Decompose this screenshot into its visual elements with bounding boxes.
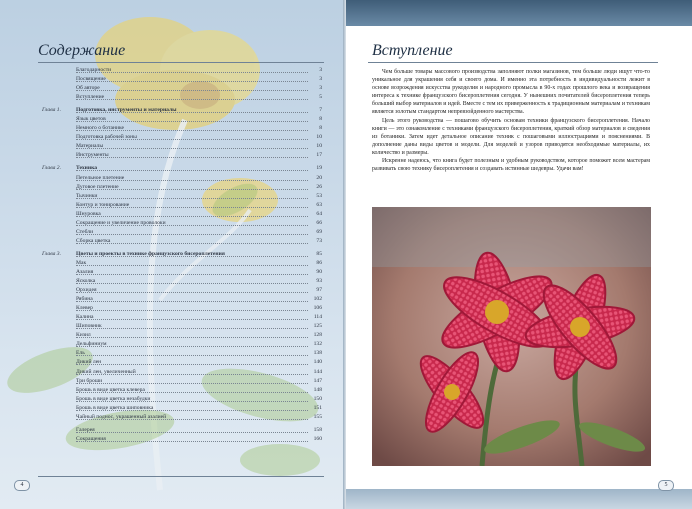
toc-leader-dots bbox=[76, 286, 308, 293]
toc-leader-dots bbox=[76, 277, 308, 284]
toc-row bbox=[42, 183, 322, 192]
toc-entry-title: Немного о ботанике bbox=[76, 125, 125, 132]
toc-leader-dots bbox=[76, 210, 308, 217]
toc-entry-title: Цветы и проекты в технике французского бисероплетения bbox=[76, 250, 225, 257]
toc-entry-page: 125 bbox=[313, 323, 322, 330]
toc-entry-page: 8 bbox=[319, 125, 322, 132]
toc-leader-dots bbox=[76, 435, 308, 442]
toc-entry-page: 20 bbox=[316, 174, 322, 181]
toc-entry-page: 26 bbox=[316, 183, 322, 190]
toc-entry-page: 3 bbox=[319, 67, 322, 73]
toc-entry-title: Азалия bbox=[76, 268, 94, 275]
toc-leader-dots bbox=[76, 322, 308, 329]
toc-row bbox=[42, 133, 322, 142]
intro-paragraph: Цель этого руководства — пошагово обучить основам техники французского бисероплетения. Начало книги — это ознакомление с техниками французского бисероплетения, краткий обзор материалов и сведения из ботаники. Затем идет детальное описание техник с пошаговыми иллюстрациями и пояснениями. В дополнение даны виды цветов и модели. Для моделей и узоров приводятся необходимые материалы, их количество и размеры. bbox=[372, 117, 650, 156]
toc-leader-dots bbox=[76, 93, 308, 100]
toc-leader-dots bbox=[76, 259, 308, 266]
intro-text bbox=[372, 68, 650, 173]
toc-entry-page: 128 bbox=[313, 332, 322, 339]
bottom-band bbox=[346, 489, 692, 509]
toc-row bbox=[42, 210, 322, 219]
toc-entry-page: 114 bbox=[313, 314, 322, 321]
toc-entry-page: 10 bbox=[316, 134, 322, 141]
toc-leader-dots bbox=[76, 295, 308, 302]
toc-row bbox=[42, 349, 322, 358]
toc-row bbox=[42, 115, 322, 124]
toc-entry-title: Об авторе bbox=[76, 85, 100, 92]
toc-entry-title: Три броши bbox=[76, 377, 103, 384]
toc-entry-title: Благодарности bbox=[76, 67, 112, 73]
toc-entry-page: 147 bbox=[313, 377, 322, 384]
toc-entry-page: 132 bbox=[313, 341, 322, 348]
toc-row bbox=[42, 174, 322, 183]
toc-entry-title: Дикий лен, увеличенный bbox=[76, 368, 136, 375]
toc-leader-dots bbox=[76, 313, 308, 320]
toc-row bbox=[42, 228, 322, 237]
toc-entry-page: 86 bbox=[316, 259, 322, 266]
toc-chapter-row bbox=[42, 164, 322, 173]
toc-row bbox=[42, 66, 322, 75]
toc-entry-title: Чайный поднос, украшенный азалией bbox=[76, 413, 167, 420]
toc-chapter-label: Глава 1. bbox=[42, 107, 61, 114]
toc-entry-title: Кизил bbox=[76, 332, 91, 339]
intro-title: Вступление bbox=[372, 42, 453, 59]
intro-paragraph: Чем больше товары массового производства заполняют полки магазинов, тем больше люди ищут что-то уникальное для украшения себя и своего дома. И именно эта потребность в индивидуальности лежит в основе возрождения искусства рукоделия и народного промысла в 90-х годах прошлого века и возвращения интереса к технике французского бисероплетения сегодня. У нынешних почитателей бисероплетения теперь больший выбор материалов и идей. Вместе с тем их приверженность к традиционным материалам и техникам является золотым стандартом непревзойденного мастерства. bbox=[372, 69, 650, 116]
toc-row bbox=[42, 201, 322, 210]
toc-entry-page: 90 bbox=[316, 268, 322, 275]
toc-entry-page: 10 bbox=[316, 143, 322, 150]
toc-chapter-label: Глава 2. bbox=[42, 165, 61, 172]
toc-row bbox=[42, 75, 322, 84]
toc-row bbox=[42, 192, 322, 201]
toc-entry-page: 66 bbox=[316, 219, 322, 226]
toc-chapter-row bbox=[42, 250, 322, 259]
toc-entry-page: 69 bbox=[316, 228, 322, 235]
toc-leader-dots bbox=[76, 377, 308, 384]
toc-leader-dots bbox=[76, 151, 308, 158]
toc-row bbox=[42, 93, 322, 102]
toc-entry-title: Сокращения bbox=[76, 435, 106, 442]
toc-row bbox=[42, 259, 322, 268]
page-number-left: 4 bbox=[14, 480, 30, 491]
toc-leader-dots bbox=[76, 304, 308, 311]
toc-row bbox=[42, 142, 322, 151]
toc-chapter-label: Глава 3. bbox=[42, 250, 61, 257]
toc-entry-page: 148 bbox=[313, 386, 322, 393]
toc-leader-dots bbox=[76, 142, 308, 149]
toc-entry-page: 160 bbox=[313, 435, 322, 442]
toc-leader-dots bbox=[76, 164, 308, 171]
toc-row bbox=[42, 404, 322, 413]
toc-entry-page: 97 bbox=[316, 287, 322, 294]
toc-row bbox=[42, 304, 322, 313]
toc-row bbox=[42, 322, 322, 331]
toc-row bbox=[42, 151, 322, 160]
toc-entry-title: Материалы bbox=[76, 143, 104, 150]
toc-row bbox=[42, 277, 322, 286]
toc-entry-page: 102 bbox=[313, 296, 322, 303]
toc-row bbox=[42, 295, 322, 304]
toc-leader-dots bbox=[76, 349, 308, 356]
toc-entry-page: 138 bbox=[313, 350, 322, 357]
toc-entry-page: 3 bbox=[319, 85, 322, 92]
toc-entry-page: 155 bbox=[313, 413, 322, 420]
toc-leader-dots bbox=[76, 426, 308, 433]
toc-row bbox=[42, 124, 322, 133]
toc-entry-title: Петельное плетение bbox=[76, 174, 125, 181]
top-band bbox=[346, 0, 692, 26]
toc-entry-title: Галерея bbox=[76, 426, 95, 433]
toc-entry-title: Подготовка рабочей зоны bbox=[76, 134, 137, 141]
toc-row bbox=[42, 340, 322, 349]
toc-entry-page: 85 bbox=[316, 250, 322, 257]
table-of-contents bbox=[42, 66, 322, 444]
toc-row bbox=[42, 358, 322, 367]
toc-entry-page: 150 bbox=[313, 395, 322, 402]
toc-entry-title: Тычинки bbox=[76, 192, 98, 199]
toc-entry-page: 3 bbox=[319, 76, 322, 83]
toc-entry-title: Стебли bbox=[76, 228, 94, 235]
toc-row bbox=[42, 219, 322, 228]
toc-row bbox=[42, 386, 322, 395]
toc-row bbox=[42, 313, 322, 322]
toc-entry-page: 53 bbox=[316, 192, 322, 199]
toc-row bbox=[42, 426, 322, 435]
toc-entry-title: Орхидея bbox=[76, 287, 97, 294]
bottom-rule bbox=[38, 476, 324, 477]
toc-entry-title: Контур и тонирование bbox=[76, 201, 130, 208]
toc-chapter-row bbox=[42, 106, 322, 115]
toc-entry-title: Инструменты bbox=[76, 152, 109, 159]
toc-row bbox=[42, 395, 322, 404]
toc-entry-page: 158 bbox=[313, 426, 322, 433]
intro-rule bbox=[368, 62, 658, 63]
toc-row bbox=[42, 237, 322, 246]
toc-entry-title: Мак bbox=[76, 259, 87, 266]
toc-entry-title: Шиповник bbox=[76, 323, 102, 330]
toc-row bbox=[42, 331, 322, 340]
toc-leader-dots bbox=[76, 228, 308, 235]
toc-leader-dots bbox=[76, 331, 308, 338]
intro-paragraph: Искренне надеюсь, что книга будет полезным и удобным руководством, которое поможет всем мастерам развивать свою технику бисероплетения и создавать истинные шедевры. Удачи вам! bbox=[372, 158, 650, 173]
toc-row bbox=[42, 413, 322, 422]
toc-leader-dots bbox=[76, 84, 308, 91]
toc-entry-page: 64 bbox=[316, 210, 322, 217]
toc-entry-page: 73 bbox=[316, 237, 322, 244]
toc-row bbox=[42, 286, 322, 295]
toc-leader-dots bbox=[76, 340, 308, 347]
toc-entry-page: 8 bbox=[319, 116, 322, 123]
toc-entry-page: 5 bbox=[319, 94, 322, 101]
toc-entry-page: 63 bbox=[316, 201, 322, 208]
toc-entry-title: Дуговое плетение bbox=[76, 183, 119, 190]
toc-row bbox=[42, 435, 322, 444]
toc-row bbox=[42, 368, 322, 377]
toc-entry-title: Ель bbox=[76, 350, 85, 357]
toc-entry-page: 140 bbox=[313, 359, 322, 366]
toc-entry-title: Дельфиниум bbox=[76, 341, 107, 348]
toc-title: Содержание bbox=[38, 42, 126, 59]
toc-leader-dots bbox=[76, 358, 308, 365]
toc-row bbox=[42, 84, 322, 93]
toc-entry-title: Брошь в виде цветка незабудки bbox=[76, 395, 151, 402]
toc-entry-page: 144 bbox=[313, 368, 322, 375]
toc-entry-title: Посвящение bbox=[76, 76, 106, 83]
toc-entry-title: Подготовка, инструменты и материалы bbox=[76, 107, 177, 114]
toc-entry-title: Сокращение и увеличение проволоки bbox=[76, 219, 166, 226]
title-rule bbox=[38, 62, 324, 63]
toc-entry-page: 7 bbox=[319, 107, 322, 114]
toc-entry-title: Клевер bbox=[76, 305, 93, 312]
toc-leader-dots bbox=[76, 268, 308, 275]
toc-row bbox=[42, 377, 322, 386]
toc-entry-page: 151 bbox=[313, 404, 322, 411]
left-page bbox=[0, 0, 344, 509]
toc-entry-page: 106 bbox=[313, 305, 322, 312]
toc-entry-title: Язык цветов bbox=[76, 116, 106, 123]
toc-leader-dots bbox=[76, 192, 308, 199]
beaded-flowers-photo bbox=[372, 207, 651, 466]
toc-entry-page: 17 bbox=[316, 152, 322, 159]
toc-entry-title: Дикий лен bbox=[76, 359, 102, 366]
toc-entry-title: Брошь в виде цветка шиповника bbox=[76, 404, 154, 411]
toc-leader-dots bbox=[76, 75, 308, 82]
toc-entry-page: 19 bbox=[316, 165, 322, 172]
toc-entry-title: Сборка цветка bbox=[76, 237, 111, 244]
toc-entry-title: Рябина bbox=[76, 296, 93, 303]
toc-entry-title: Шнуровка bbox=[76, 210, 101, 217]
toc-leader-dots bbox=[76, 115, 308, 122]
toc-entry-title: Ясколка bbox=[76, 278, 96, 285]
toc-entry-title: Брошь в виде цветка клевера bbox=[76, 386, 145, 393]
toc-entry-title: Техника bbox=[76, 165, 98, 172]
page-number-right: 5 bbox=[658, 480, 674, 491]
toc-entry-title: Калина bbox=[76, 314, 94, 321]
toc-entry-page: 93 bbox=[316, 278, 322, 285]
toc-row bbox=[42, 268, 322, 277]
toc-entry-title: Вступление bbox=[76, 94, 105, 101]
